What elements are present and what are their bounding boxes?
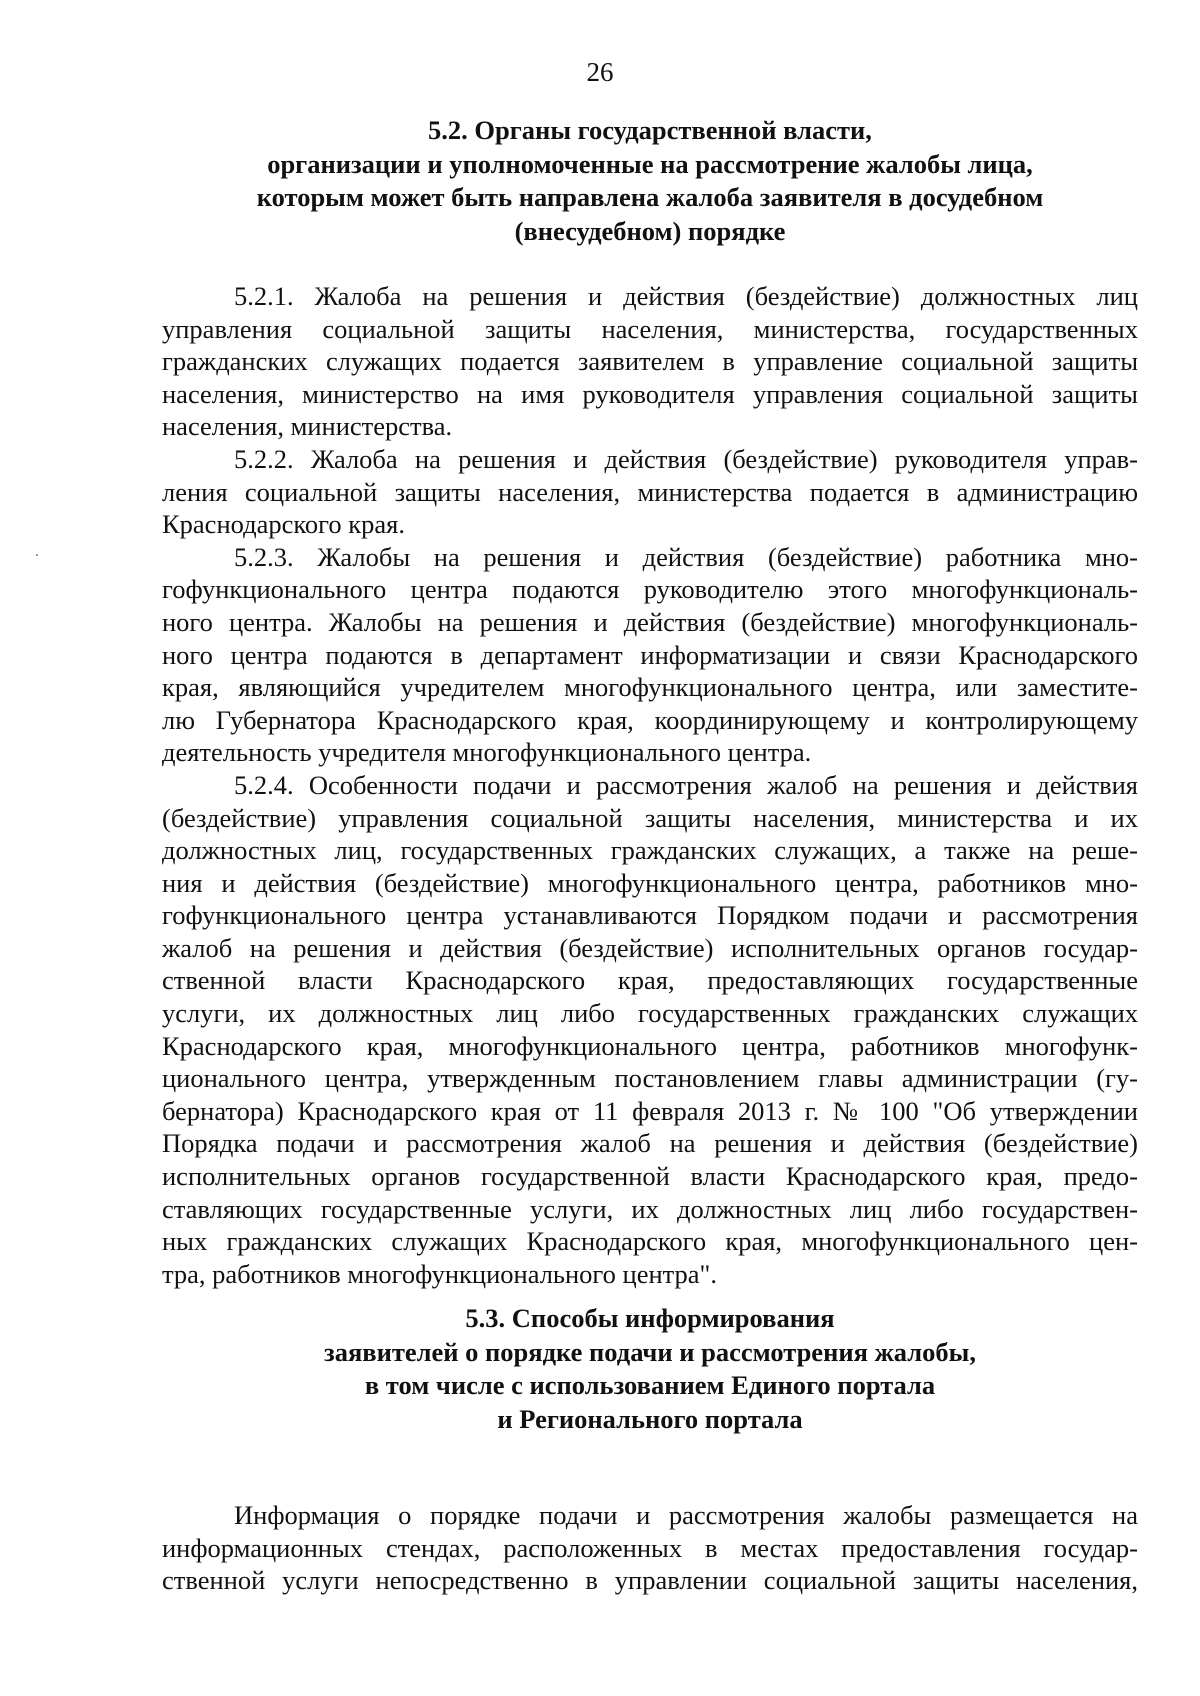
text-line: ционального центра, утвержденным постановлением главы администрации (гу- [162,1063,1138,1094]
text-line: ления социальной защиты населения, министерства подается в администрацию [162,476,1138,507]
heading-line: организации и уполномоченные на рассмотрение жалобы лица, [267,148,1033,179]
text-line: (бездействие) управления социальной защиты населения, министерства и их [162,802,1138,833]
text-line: услуги, их должностных лиц либо государственных гражданских служащих [162,998,1138,1029]
heading-line: в том числе с использованием Единого портала [364,1370,936,1400]
section-5-3-heading [160,1302,1140,1436]
text-line: ного центра. Жалобы на решения и действия (бездействие) многофункциональ- [162,606,1138,637]
heading-line: и Регионального портала [497,1403,803,1434]
paragraph-5-2-1 [162,280,1138,443]
page-number: 26 [586,57,614,87]
paragraph-5-2-4 [162,769,1138,1291]
text-line: Информация о порядке подачи и рассмотрения жалобы размещается на [234,1500,1138,1530]
text-line: исполнительных органов государственной власти Краснодарского края, предо- [162,1161,1138,1192]
text-line: Краснодарского края. [162,509,405,540]
paragraph-5-2-2 [162,443,1138,541]
text-line: ставляющих государственные услуги, их должностных лиц либо государствен- [162,1193,1138,1224]
text-line: ния и действия (бездействие) многофункционального центра, работников мно- [162,867,1138,898]
text-line: ных гражданских служащих Краснодарского края, многофункционального цен- [162,1226,1138,1257]
text-line: Краснодарского края, многофункционального центра, работников многофунк- [162,1030,1138,1061]
text-line: гофункционального центра подаются руководителю этого многофункциональ- [162,574,1138,605]
text-line: тра, работников многофункционального центра". [162,1258,717,1289]
text-line: 5.2.2. Жалоба на решения и действия (бездействие) руководителя управ- [234,443,1138,474]
paragraph-5-3 [162,1499,1138,1597]
text-line: информационных стендах, расположенных в местах предоставления государ- [162,1532,1138,1563]
text-line: должностных лиц, государственных гражданских служащих, а также на реше- [162,835,1138,866]
text-line: деятельность учредителя многофункционального центра. [162,737,812,768]
text-line: 5.2.4. Особенности подачи и рассмотрения жалоб на решения и действия [234,769,1138,800]
scan-speck [36,554,38,556]
text-line: ственной услуги непосредственно в управлении социальной защиты населения, [162,1565,1138,1596]
heading-line: 5.2. Органы государственной власти, [428,115,872,145]
text-line: гофункционального центра устанавливаются Порядком подачи и рассмотрения [162,900,1138,931]
text-line: 5.2.3. Жалобы на решения и действия (бездействие) работника мно- [234,541,1138,572]
text-line: управления социальной защиты населения, министерства, государственных [162,313,1138,344]
text-line: населения, министерство на имя руководителя управления социальной защиты [162,378,1138,409]
section-5-2-heading [160,114,1140,248]
section-5-2-body [162,280,1138,1290]
section-5-3-body [162,1499,1138,1597]
text-line: гражданских служащих подается заявителем в управление социальной защиты [162,346,1138,377]
heading-line: заявителей о порядке подачи и рассмотрения жалобы, [324,1336,976,1367]
heading-line: которым может быть направлена жалоба заявителя в досудебном [256,182,1044,212]
text-line: ственной власти Краснодарского края, предоставляющих государственные [162,965,1138,996]
text-line: бернатора) Краснодарского края от 11 февраля 2013 г. № 100 "Об утверждении [162,1095,1138,1126]
text-line: края, являющийся учредителем многофункционального центра, или заместите- [162,672,1138,703]
paragraph-5-2-3 [162,541,1138,769]
heading-line: 5.3. Способы информирования [465,1303,835,1333]
text-line: Порядка подачи и рассмотрения жалоб на решения и действия (бездействие) [162,1128,1138,1159]
text-line: 5.2.1. Жалоба на решения и действия (бездействие) должностных лиц [234,281,1138,311]
text-line: жалоб на решения и действия (бездействие) исполнительных органов государ- [162,932,1138,963]
heading-line: (внесудебном) порядке [514,215,786,246]
text-line: ного центра подаются в департамент информатизации и связи Краснодарского [162,639,1138,670]
text-line: населения, министерства. [162,411,453,442]
text-line: лю Губернатора Краснодарского края, координирующему и контролирующему [162,704,1138,735]
